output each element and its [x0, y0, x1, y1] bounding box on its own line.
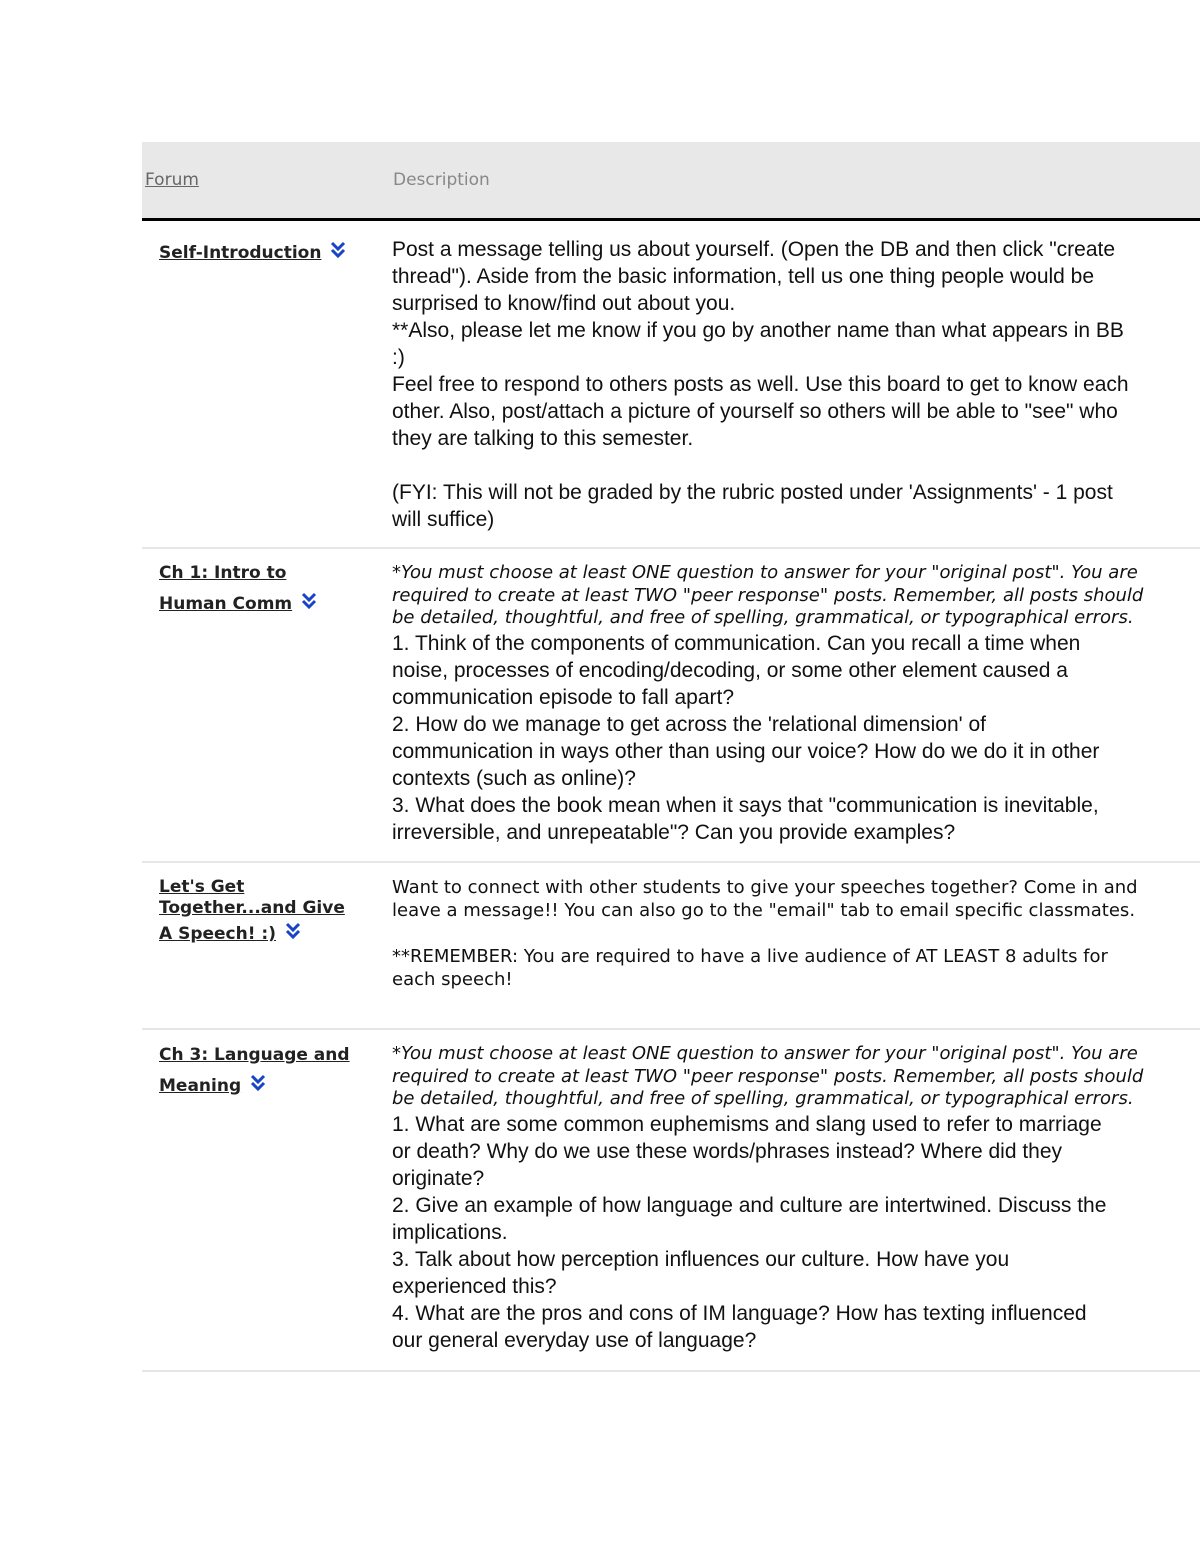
chevron-double-down-icon[interactable]	[300, 591, 318, 615]
question-line: or death? Why do we use these words/phrases instead? Where did they	[392, 1139, 1063, 1163]
forum-link-self-introduction[interactable]: Self-Introduction	[159, 243, 322, 263]
forum-table	[142, 142, 1200, 1372]
question-line: originate?	[392, 1166, 485, 1190]
forum-description	[392, 562, 1200, 846]
description-line: **REMEMBER: You are required to have a live audience of AT LEAST 8 adults for	[392, 946, 1108, 967]
forum-link-ch1-line[interactable]: Human Comm	[159, 594, 293, 614]
forum-description	[392, 876, 1200, 991]
instruction-note-line: be detailed, thoughtful, and free of spelling, grammatical, or typographical errors.	[392, 607, 1134, 628]
forum-link-lets-get-together-line[interactable]: Let's Get	[159, 877, 245, 897]
question-line: experienced this?	[392, 1274, 557, 1298]
question-line: 1. Think of the components of communication. Can you recall a time when	[392, 631, 1081, 655]
question-line: communication episode to fall apart?	[392, 685, 735, 709]
description-line: surprised to know/find out about you.	[392, 292, 736, 315]
forum-description	[392, 1043, 1200, 1354]
forum-title-cell	[159, 238, 379, 269]
question-line: 3. What does the book mean when it says that "communication is inevitable,	[392, 793, 1099, 817]
question-line: noise, processes of encoding/decoding, or some other element caused a	[392, 658, 1068, 682]
question-line: 2. How do we manage to get across the 'relational dimension' of	[392, 712, 987, 736]
forum-title-cell	[159, 558, 379, 620]
description-line: will suffice)	[392, 508, 495, 531]
description-column-header: Description	[393, 170, 490, 190]
question-line: 4. What are the pros and cons of IM language? How has texting influenced	[392, 1301, 1087, 1325]
question-line: our general everyday use of language?	[392, 1328, 757, 1352]
instruction-note-line: *You must choose at least ONE question to answer for your "original post". You are	[392, 562, 1138, 583]
chevron-double-down-icon[interactable]	[249, 1073, 267, 1097]
spacer	[392, 922, 1200, 945]
description-line: :)	[392, 346, 405, 369]
table-header	[142, 142, 1200, 221]
description-line: Feel free to respond to others posts as well. Use this board to get to know each	[392, 373, 1129, 396]
chevron-double-down-icon[interactable]	[329, 240, 347, 264]
question-line: communication in ways other than using our voice? How do we do it in other	[392, 739, 1100, 763]
question-line: 2. Give an example of how language and culture are intertwined. Discuss the	[392, 1193, 1107, 1217]
description-line: Post a message telling us about yourself. (Open the DB and then click "create	[392, 238, 1116, 261]
instruction-note-line: *You must choose at least ONE question to answer for your "original post". You are	[392, 1043, 1138, 1064]
question-line: 1. What are some common euphemisms and slang used to refer to marriage	[392, 1112, 1102, 1136]
forum-link-ch3-line[interactable]: Ch 3: Language and	[159, 1045, 350, 1065]
question-line: 3. Talk about how perception influences our culture. How have you	[392, 1247, 1010, 1271]
instruction-note-line: required to create at least TWO "peer response" posts. Remember, all posts should	[392, 584, 1144, 606]
description-line: Want to connect with other students to give your speeches together? Come in and	[392, 877, 1138, 898]
forum-row-self-introduction	[142, 221, 1200, 549]
forum-title-cell	[159, 877, 379, 950]
question-line: irreversible, and unrepeatable"? Can you provide examples?	[392, 820, 956, 844]
forum-link-ch3-line[interactable]: Meaning	[159, 1076, 242, 1096]
forum-link-lets-get-together-line[interactable]: A Speech! :)	[159, 924, 276, 944]
description-line: thread"). Aside from the basic information, tell us one thing people would be	[392, 265, 1095, 288]
forum-column-header[interactable]: Forum	[145, 170, 199, 190]
forum-row-ch3	[142, 1030, 1200, 1372]
instruction-note-line: be detailed, thoughtful, and free of spelling, grammatical, or typographical errors.	[392, 1088, 1134, 1109]
description-line: they are talking to this semester.	[392, 427, 694, 450]
spacer	[392, 452, 1200, 479]
description-line: (FYI: This will not be graded by the rubric posted under 'Assignments' - 1 post	[392, 481, 1113, 504]
description-line: leave a message!! You can also go to the "email" tab to email specific classmates.	[392, 900, 1136, 921]
chevron-double-down-icon[interactable]	[284, 921, 302, 945]
forum-link-lets-get-together-line[interactable]: Together...and Give	[159, 898, 345, 918]
forum-title-cell	[159, 1040, 379, 1102]
forum-row-lets-get-together	[142, 863, 1200, 1030]
question-line: implications.	[392, 1220, 508, 1244]
instruction-note-line: required to create at least TWO "peer response" posts. Remember, all posts should	[392, 1065, 1144, 1087]
forum-link-ch1-line[interactable]: Ch 1: Intro to	[159, 563, 287, 583]
description-line: **Also, please let me know if you go by another name than what appears in BB	[392, 319, 1124, 342]
description-line: each speech!	[392, 969, 513, 990]
question-line: contexts (such as online)?	[392, 766, 636, 790]
description-line: other. Also, post/attach a picture of yourself so others will be able to "see" who	[392, 400, 1118, 423]
forum-description	[392, 236, 1200, 533]
forum-row-ch1	[142, 549, 1200, 863]
